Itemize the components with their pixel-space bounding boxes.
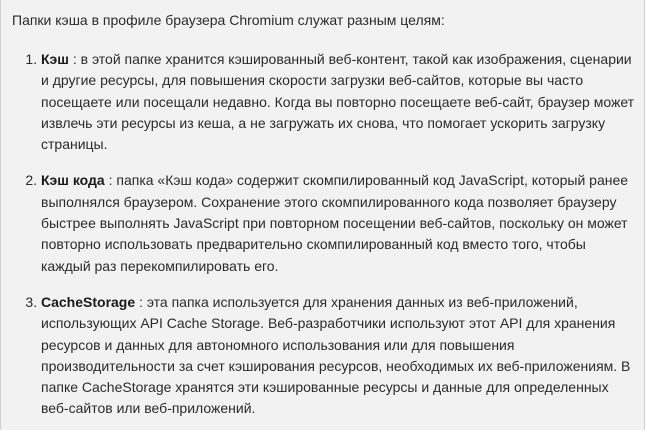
item-text: в этой папке хранится кэшированный веб-контент, такой как изображения, сценарии и другие ресурсы, для повышения скорости загрузки веб-сайтов, которые вы часто посещаете или посещали недавно. Когда вы повторно посещаете веб-сайт, браузер может извлечь эти ресурсы из кеша, а не загружать их снова, что помогает ускорить загрузку страницы.: [41, 51, 635, 153]
list-item: [41, 170, 636, 276]
item-term: Кэш: [41, 51, 69, 67]
item-term: CacheStorage: [41, 293, 136, 310]
cache-folder-list: [1, 49, 647, 435]
item-text: папка «Кэш кода» содержит скомпилированный код JavaScript, который ранее выполнялся браузером. Сохранение этого скомпилированного кода позволяет браузеру быстрее выполнять JavaScript при повторном посещении веб-сайтов, поскольку он может повторно использовать предварительно скомпилированный код вместо того, чтобы каждый раз перекомпилировать его.: [41, 172, 629, 274]
item-term: Кэш кода: [41, 172, 105, 189]
item-text: эта папка используется для хранения данных из веб-приложений, использующих API Cache Storage. Веб-разработчики используют этот API для хранения ресурсов и данных для автономного использования или для повышения производительности за счет кэширования ресурсов, необходимых их веб-приложениям. В папке CacheStorage хранятся эти кэшированные ресурсы и данные для определенных веб-сайтов или веб-приложений.: [41, 293, 631, 417]
intro-text: Папки кэша в профиле браузера Chromium служат разным целям:: [12, 12, 445, 28]
item-separator: :: [104, 172, 117, 189]
item-separator: :: [135, 293, 147, 310]
item-separator: :: [68, 51, 81, 67]
list-item: [41, 292, 636, 420]
list-item: [41, 49, 636, 155]
